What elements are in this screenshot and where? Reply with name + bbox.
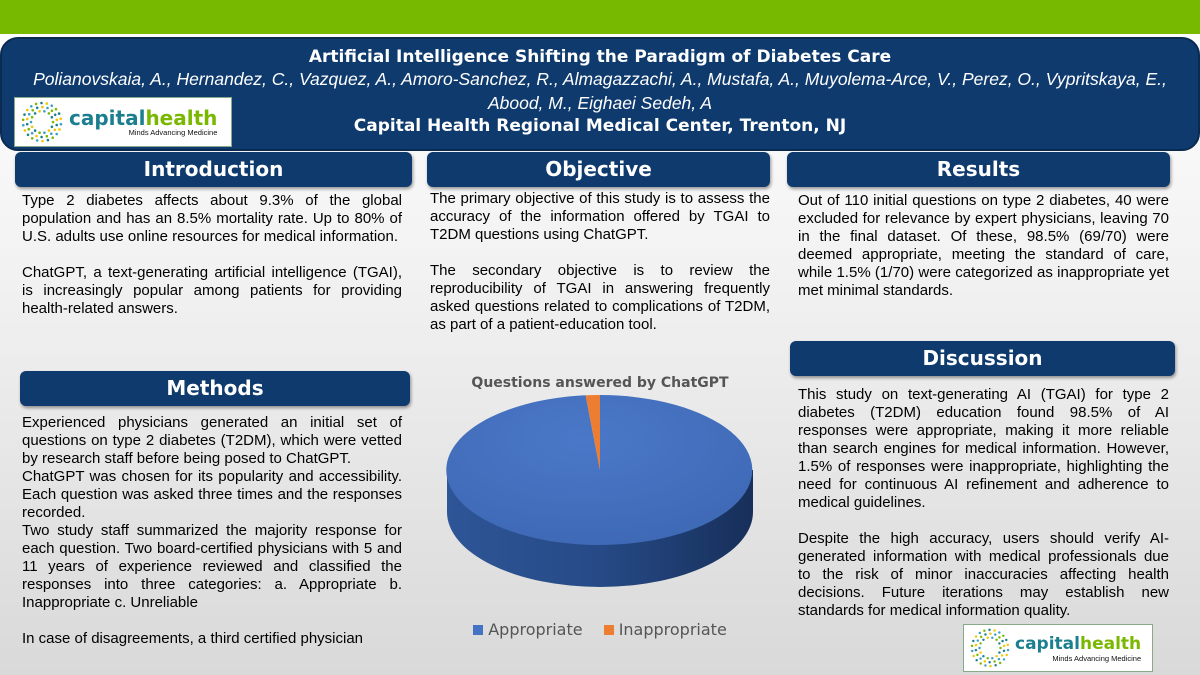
legend-item-appropriate: Appropriate xyxy=(473,620,582,639)
discussion-heading: Discussion xyxy=(790,341,1175,376)
pie-chart xyxy=(430,395,770,615)
top-accent-bar xyxy=(0,0,1200,34)
chart-legend xyxy=(430,620,770,639)
introduction-heading: Introduction xyxy=(15,152,412,187)
objective-text: The primary objective of this study is to assess the accuracy of the information offered by TGAI to T2DM questions using ChatGPT. The secondary objective is to review the reproducibility of TGAI in answering frequently asked questions related to complications of T2DM, as part of a patient-education tool. xyxy=(430,190,770,333)
sunburst-icon xyxy=(970,628,1010,668)
institution: Capital Health Regional Medical Center, Trenton, NJ xyxy=(353,116,847,136)
results-text: Out of 110 initial questions on type 2 diabetes, 40 were excluded for relevance by expert physicians, leaving 70 in the final dataset. Of these, 98.5% (69/70) were deemed appropriate, meeting the standard of care, while 1.5% (1/70) were categorized as inappropriate yet met minimal standards. xyxy=(798,192,1169,299)
methods-text: Experienced physicians generated an initial set of questions on type 2 diabetes (T2DM), which were vetted by research staff before being posed to ChatGPT. ChatGPT was chosen for its popularity and accessibility. Each question was asked three times and the responses recorded. Two study staff summarized the majority response for each question. Two board-certified physicians with 5 and 11 years of experience reviewed and classified the responses into three categories: a. Appropriate b. Inappropriate c. Unreliable In case of disagreements, a third certified physician xyxy=(22,414,402,647)
results-heading: Results xyxy=(787,152,1170,187)
objective-heading: Objective xyxy=(427,152,770,187)
discussion-text: This study on text-generating AI (TGAI) for type 2 diabetes (T2DM) education found 98.5% of AI responses were appropriate, making it more reliable than search engines for medical information. However, 1.5% of responses were inappropriate, highlighting the need for continuous AI refinement and adherence to medical guidelines. Despite the high accuracy, users should verify AI-generated information with medical professionals due to the risk of minor inaccuracies affecting health decisions. Future iterations may establish new standards for medical information quality. xyxy=(798,386,1169,619)
methods-heading: Methods xyxy=(20,371,410,406)
poster-title: Artificial Intelligence Shifting the Paradigm of Diabetes Care xyxy=(308,47,892,67)
introduction-text: Type 2 diabetes affects about 9.3% of the global population and has an 8.5% mortality rate. Up to 80% of U.S. adults use online resources for medical information. ChatGPT, a text-generating artificial intelligence (TGAI), is increasingly popular among patients for providing health-related answers. xyxy=(22,192,402,317)
capital-health-logo: capitalhealth Minds Advancing Medicine xyxy=(14,97,232,147)
chart-title: Questions answered by ChatGPT xyxy=(471,375,729,391)
author-list: Polianovskaia, A., Hernandez, C., Vazquez, A., Amoro-Sanchez, R., Almagazzachi, A., Mustafa, A., Muyolema-Arce, V., Perez, O., Vypritskaya, E., Abood, M., Eighaei Sedeh, A xyxy=(33,69,1167,113)
sunburst-icon xyxy=(21,101,63,143)
legend-item-inappropriate: Inappropriate xyxy=(604,620,727,639)
capital-health-logo-footer: capitalhealth Minds Advancing Medicine xyxy=(963,624,1153,672)
